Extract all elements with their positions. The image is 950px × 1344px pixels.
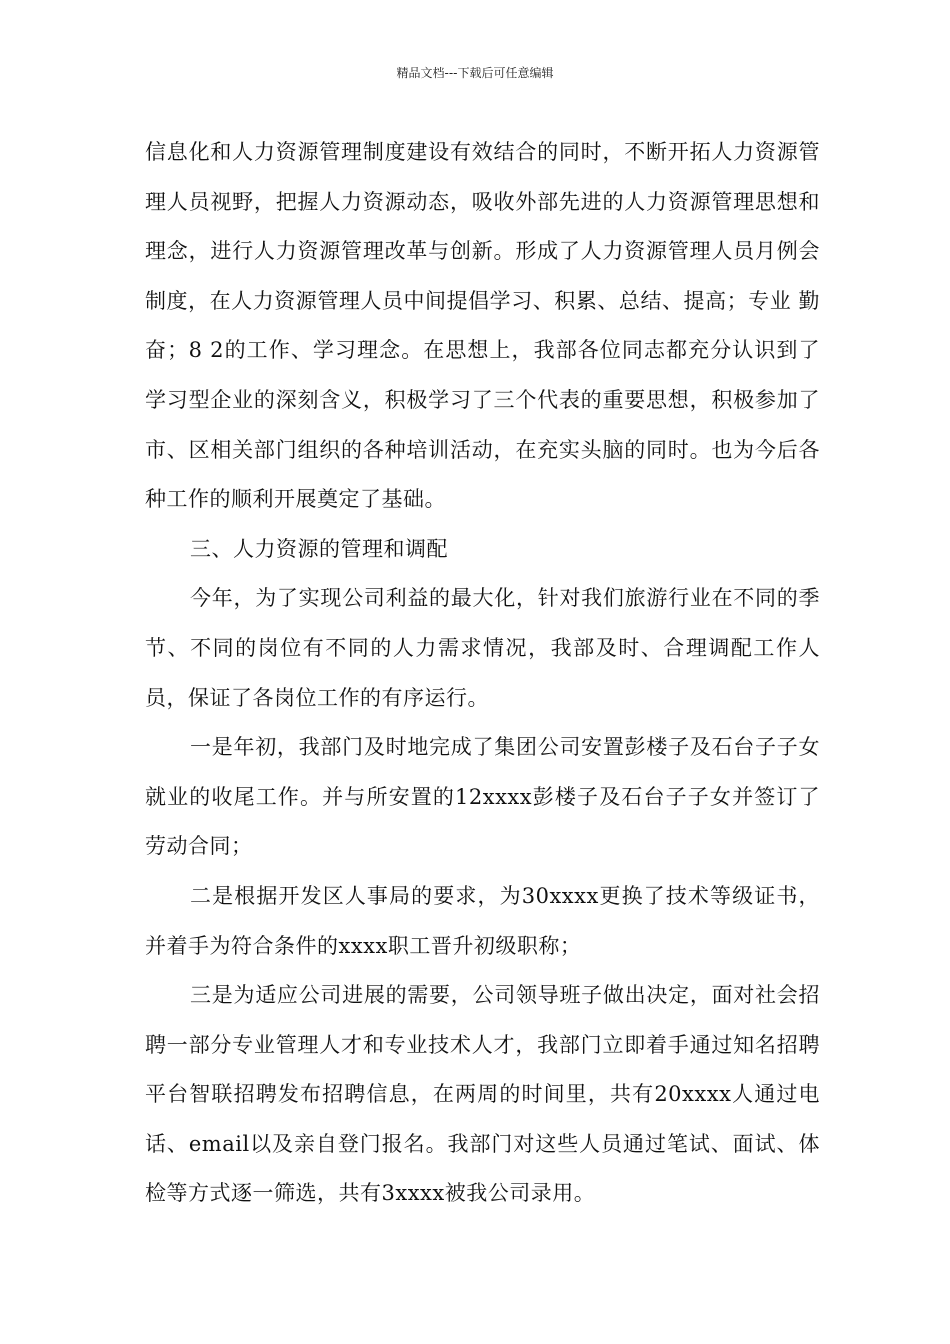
page-header: 精品文档---下载后可任意编辑 bbox=[396, 66, 554, 80]
document-body bbox=[145, 128, 820, 1219]
paragraph: 三是为适应公司进展的需要，公司领导班子做出决定，面对社会招聘一部分专业管理人才和专业技术人才，我部门立即着手通过知名招聘平台智联招聘发布招聘信息，在两周的时间里，共有20xxxx人通过电话、email以及亲自登门报名。我部门对这些人员通过笔试、面试、体检等方式逐一筛选，共有3xxxx被我公司录用。 bbox=[145, 983, 820, 1206]
section-heading: 三、人力资源的管理和调配 bbox=[190, 536, 448, 561]
paragraph: 二是根据开发区人事局的要求，为30xxxx更换了技术等级证书，并着手为符合条件的xxxx职工晋升初级职称； bbox=[145, 883, 820, 958]
paragraph-continued: 信息化和人力资源管理制度建设有效结合的同时，不断开拓人力资源管理人员视野，把握人力资源动态，吸收外部先进的人力资源管理思想和理念，进行人力资源管理改革与创新。形成了人力资源管理人员月例会制度，在人力资源管理人员中间提倡学习、积累、总结、提高；专业 勤奋；8 2的工作、学习理念。在思想上，我部各位同志都充分认识到了学习型企业的深刻含义，积极学习了三个代表的重要思想，积极参加了市、区相关部门组织的各种培训活动，在充实头脑的同时。也为今后各种工作的顺利开展奠定了基础。 bbox=[145, 140, 820, 512]
paragraph: 一是年初，我部门及时地完成了集团公司安置彭楼子及石台子子女就业的收尾工作。并与所安置的12xxxx彭楼子及石台子子女并签订了劳动合同； bbox=[145, 735, 820, 859]
paragraph: 今年，为了实现公司利益的最大化，针对我们旅游行业在不同的季节、不同的岗位有不同的人力需求情况，我部及时、合理调配工作人员，保证了各岗位工作的有序运行。 bbox=[145, 586, 820, 710]
